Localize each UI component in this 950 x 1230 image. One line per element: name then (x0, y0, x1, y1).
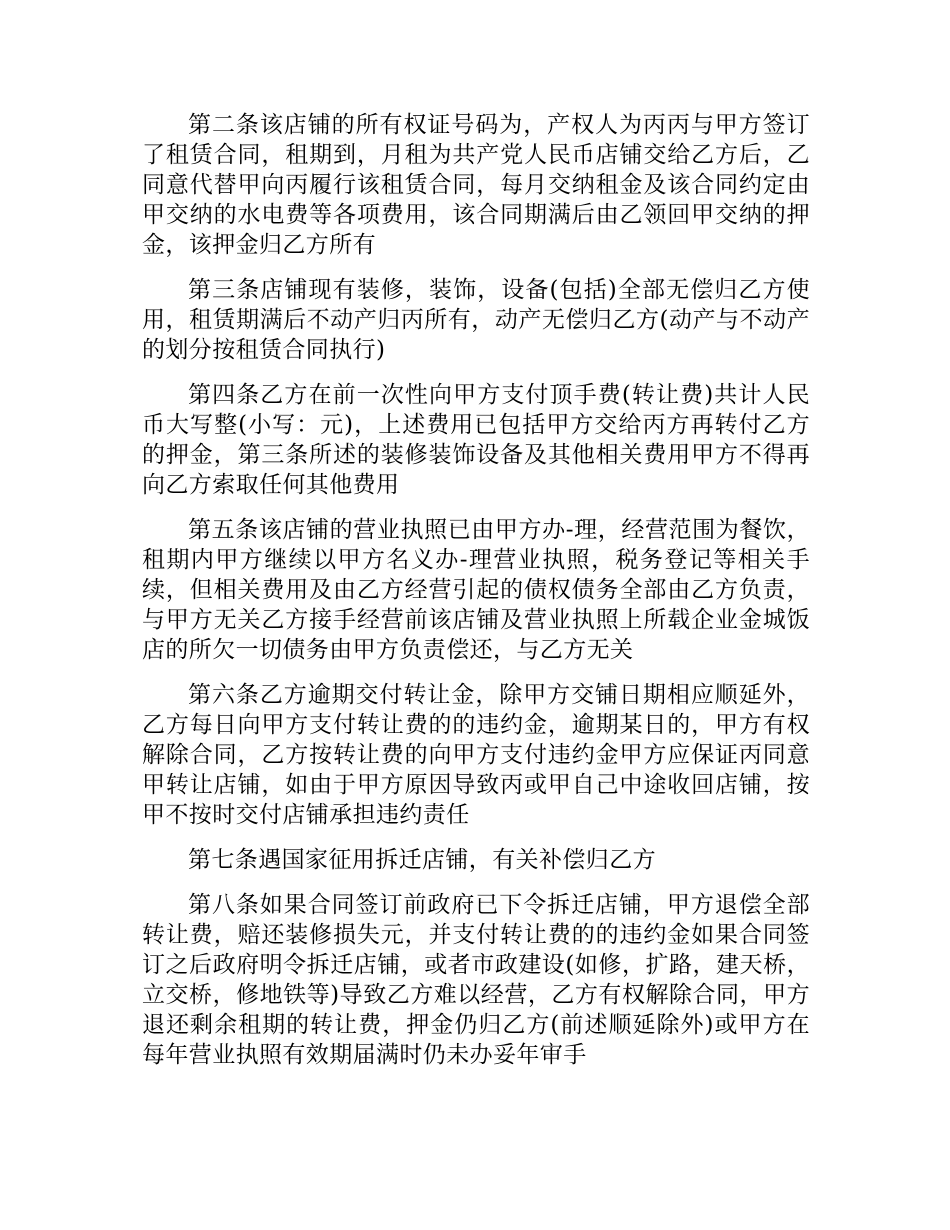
clause-8-paragraph: 第八条如果合同签订前政府已下令拆迁店铺，甲方退偿全部转让费，赔还装修损失元，并支付转让费的的违约金如果合同签订之后政府明令拆迁店铺，或者市政建设(如修，扩路，建天桥，立交桥，修地铁等)导致乙方难以经营，乙方有权解除合同，甲方退还剩余租期的转让费，押金仍归乙方(前述顺延除外)或甲方在每年营业执照有效期届满时仍未办妥年审手 (142, 892, 810, 1068)
document-body (142, 110, 810, 1085)
clause-3-paragraph: 第三条店铺现有装修，装饰，设备(包括)全部无偿归乙方使用，租赁期满后不动产归丙所有，动产无偿归乙方(动产与不动产的划分按租赁合同执行) (142, 277, 810, 363)
clause-5-paragraph: 第五条该店铺的营业执照已由甲方办-理，经营范围为餐饮，租期内甲方继续以甲方名义办-理营业执照，税务登记等相关手续，但相关费用及由乙方经营引起的债权债务全部由乙方负责，与甲方无关乙方接手经营前该店铺及营业执照上所载企业金城饭店的所欠一切债务由甲方负责偿还，与乙方无关 (142, 517, 810, 663)
clause-2-paragraph: 第二条该店铺的所有权证号码为，产权人为丙丙与甲方签订了租赁合同，租期到，月租为共产党人民币店铺交给乙方后，乙同意代替甲向丙履行该租赁合同，每月交纳租金及该合同约定由甲交纳的水电费等各项费用，该合同期满后由乙领回甲交纳的押金，该押金归乙方所有 (142, 112, 810, 258)
clause-4-paragraph: 第四条乙方在前一次性向甲方支付顶手费(转让费)共计人民币大写整(小写：元)，上述费用已包括甲方交给丙方再转付乙方的押金，第三条所述的装修装饰设备及其他相关费用甲方不得再向乙方索取任何其他费用 (142, 382, 810, 498)
clause-7-paragraph: 第七条遇国家征用拆迁店铺，有关补偿归乙方 (188, 847, 656, 873)
clause-6-paragraph: 第六条乙方逾期交付转让金，除甲方交铺日期相应顺延外，乙方每日向甲方支付转让费的的违约金，逾期某日的，甲方有权解除合同，乙方按转让费的向甲方支付违约金甲方应保证丙同意甲转让店铺，如由于甲方原因导致丙或甲自己中途收回店铺，按甲不按时交付店铺承担违约责任 (142, 682, 810, 828)
